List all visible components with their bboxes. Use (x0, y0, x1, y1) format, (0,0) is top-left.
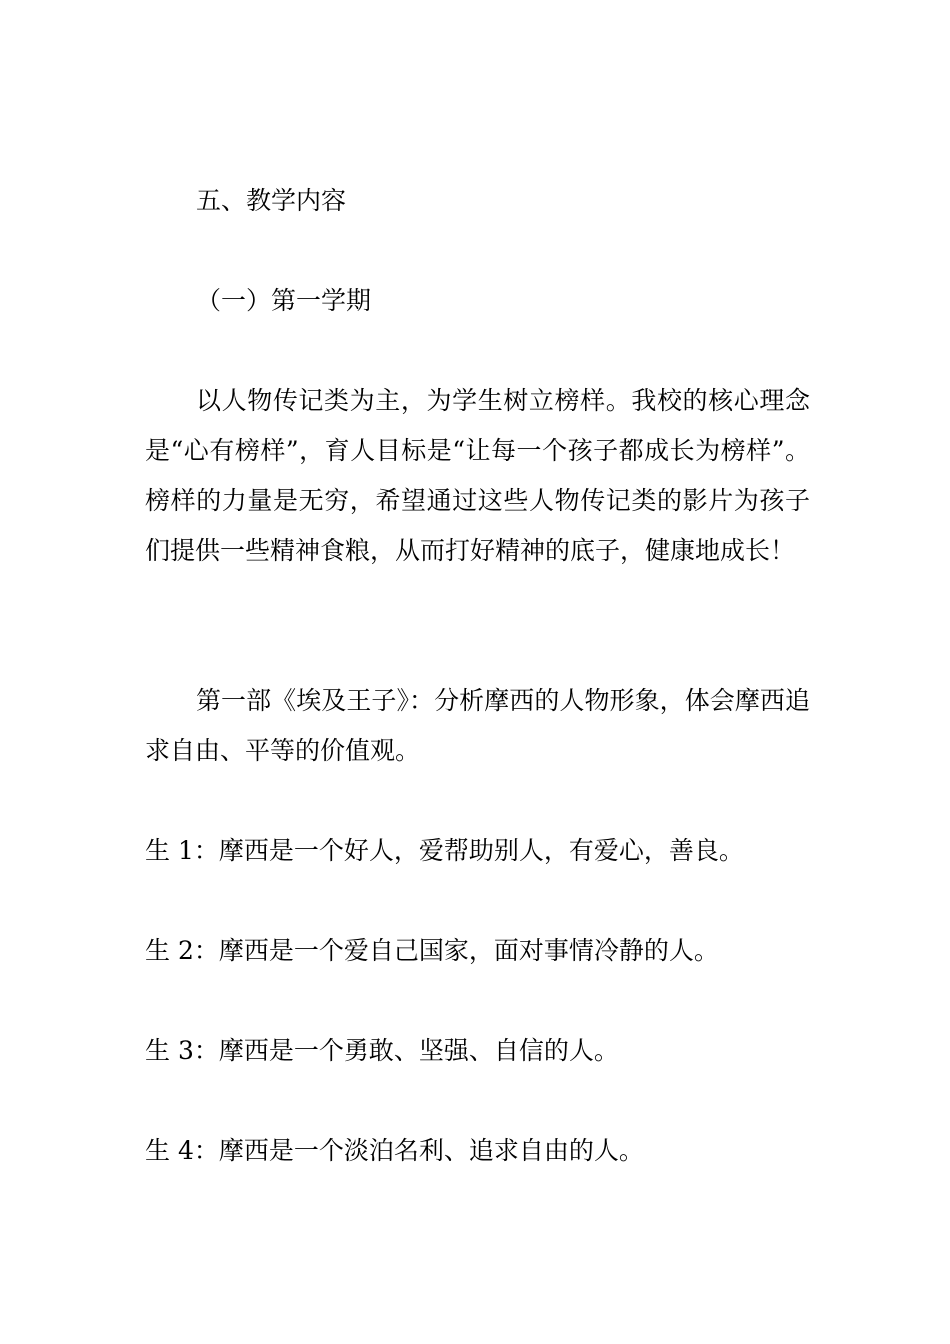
student-answer: 生 1：摩西是一个好人，爱帮助别人，有爱心，善良。 (145, 836, 744, 865)
film-paragraph: 第一部《埃及王子》：分析摩西的人物形象，体会摩西追求自由、平等的价值观。 (145, 686, 810, 765)
student-answer: 生 2：摩西是一个爱自己国家，面对事情冷静的人。 (145, 936, 719, 965)
student-answer: 生 3：摩西是一个勇敢、坚强、自信的人。 (145, 1036, 619, 1065)
section-heading: 五、教学内容 (196, 186, 347, 215)
intro-paragraph: 以人物传记类为主，为学生树立榜样。我校的核心理念是“心有榜样”，育人目标是“让每一个孩子都成长为榜样”。榜样的力量是无穷，希望通过这些人物传记类的影片为孩子们提供一些精神食粮，从而打好精神的底子，健康地成长！ (145, 386, 810, 565)
student-answer: 生 4：摩西是一个淡泊名利、追求自由的人。 (145, 1136, 644, 1165)
semester-subheading: （一）第一学期 (196, 286, 372, 315)
